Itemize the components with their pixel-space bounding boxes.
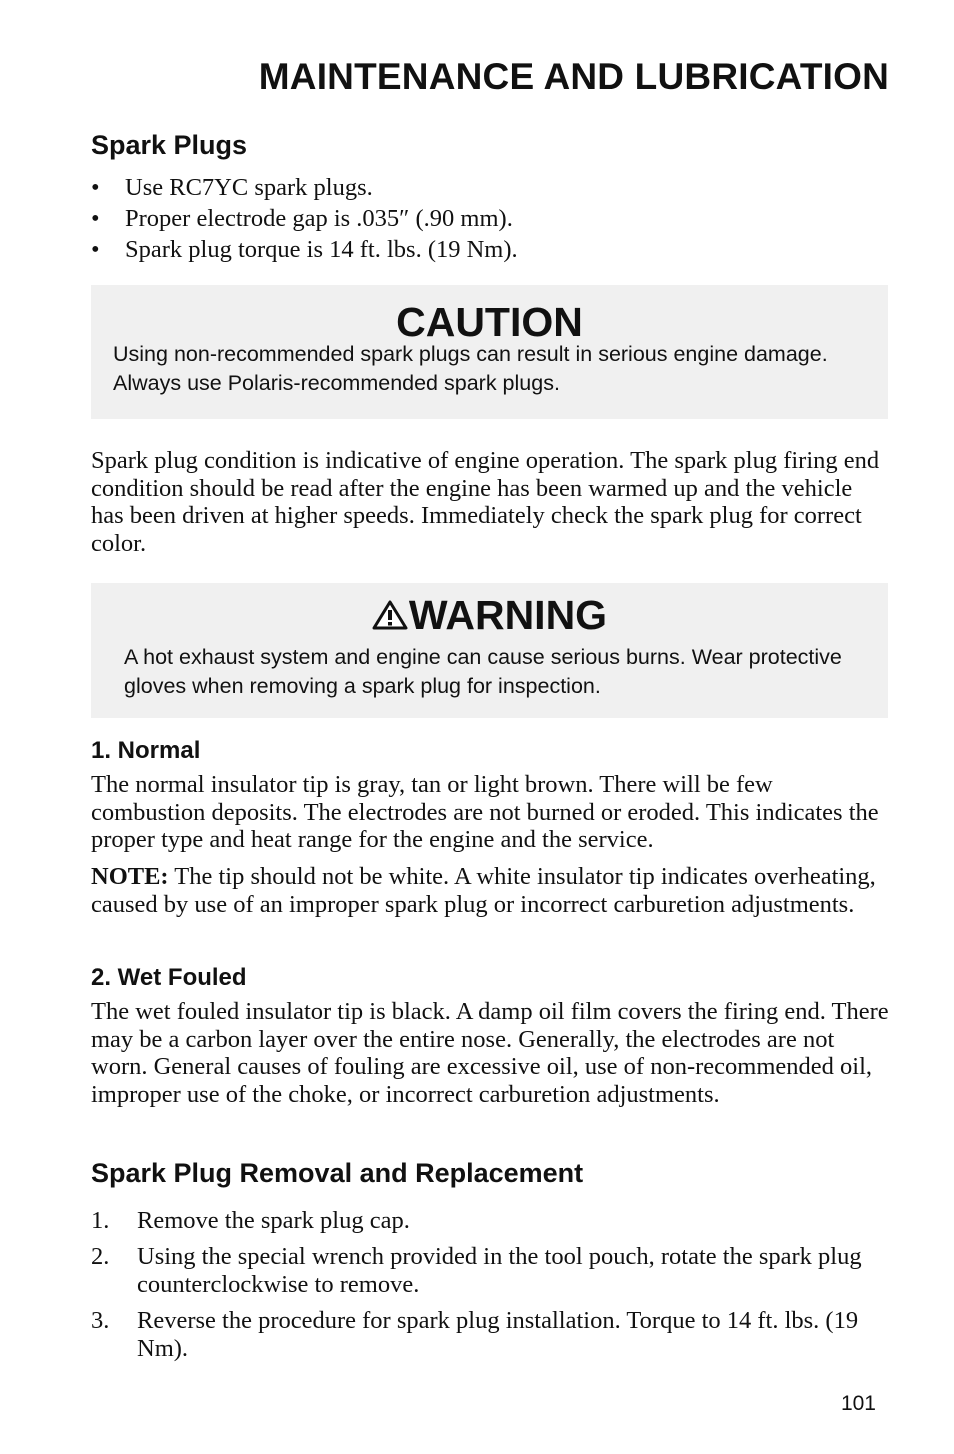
wet-fouled-paragraph: The wet fouled insulator tip is black. A damp oil film covers the firing end. There may be a carbon layer over the entire nose. Generally, the electrodes are not worn. General causes of fouling are excessive oil, use of non-recommended oil, improper use of the choke, or incorrect carburetion adjustments. [91,998,889,1108]
list-item [91,1243,891,1299]
caution-title: CAUTION [396,299,583,345]
warning-box [91,583,888,718]
caution-box [91,285,888,419]
bullet-symbol: • [91,205,100,232]
normal-paragraph: The normal insulator tip is gray, tan or light brown. There will be few combustion deposits. The electrodes are not burned or eroded. This indicates the proper type and heat range for the engine and the service. [91,771,879,854]
normal-heading: 1. Normal [91,737,201,764]
list-item-text: Use RC7YC spark plugs. [125,174,373,201]
warning-triangle-icon [372,600,408,630]
removal-steps-list [91,1207,891,1371]
spark-plug-specs-list [91,172,891,265]
list-item [91,172,891,203]
bullet-symbol: • [91,236,100,263]
note-text: The tip should not be white. A white insulator tip indicates overheating, caused by use of an improper spark plug or incorrect carburetion adjustments. [91,863,876,918]
caution-text: Using non-recommended spark plugs can result in serious engine damage. Always use Polaris-recommended spark plugs. [113,342,828,395]
list-item-text: Proper electrode gap is .035″ (.90 mm). [125,205,513,232]
bullet-symbol: • [91,174,100,201]
list-item [91,1207,891,1235]
step-number: 1. [91,1207,110,1234]
step-number: 3. [91,1307,110,1334]
list-item [91,1307,891,1363]
step-text: Using the special wrench provided in the tool pouch, rotate the spark plug counterclockwise to remove. [137,1243,862,1298]
list-item-text: Spark plug torque is 14 ft. lbs. (19 Nm). [125,236,518,263]
normal-note [91,863,891,918]
page-header: MAINTENANCE AND LUBRICATION [258,56,889,97]
step-text: Remove the spark plug cap. [137,1207,410,1234]
step-text: Reverse the procedure for spark plug installation. Torque to 14 ft. lbs. (19 Nm). [137,1307,859,1362]
removal-heading: Spark Plug Removal and Replacement [91,1158,584,1188]
spark-plugs-heading: Spark Plugs [91,130,248,160]
wet-fouled-heading: 2. Wet Fouled [91,964,247,991]
warning-title-row [91,583,888,637]
list-item [91,203,891,234]
condition-paragraph: Spark plug condition is indicative of engine operation. The spark plug firing end condition should be read after the engine has been warmed up and the vehicle has been driven at higher speeds. Immediately check the spark plug for correct color. [91,447,880,557]
page-number: 101 [840,1392,876,1415]
warning-title: WARNING [408,592,608,638]
warning-text: A hot exhaust system and engine can cause serious burns. Wear protective gloves when removing a spark plug for inspection. [124,645,842,698]
step-number: 2. [91,1243,110,1270]
list-item [91,234,891,265]
note-label: NOTE: [91,863,169,890]
